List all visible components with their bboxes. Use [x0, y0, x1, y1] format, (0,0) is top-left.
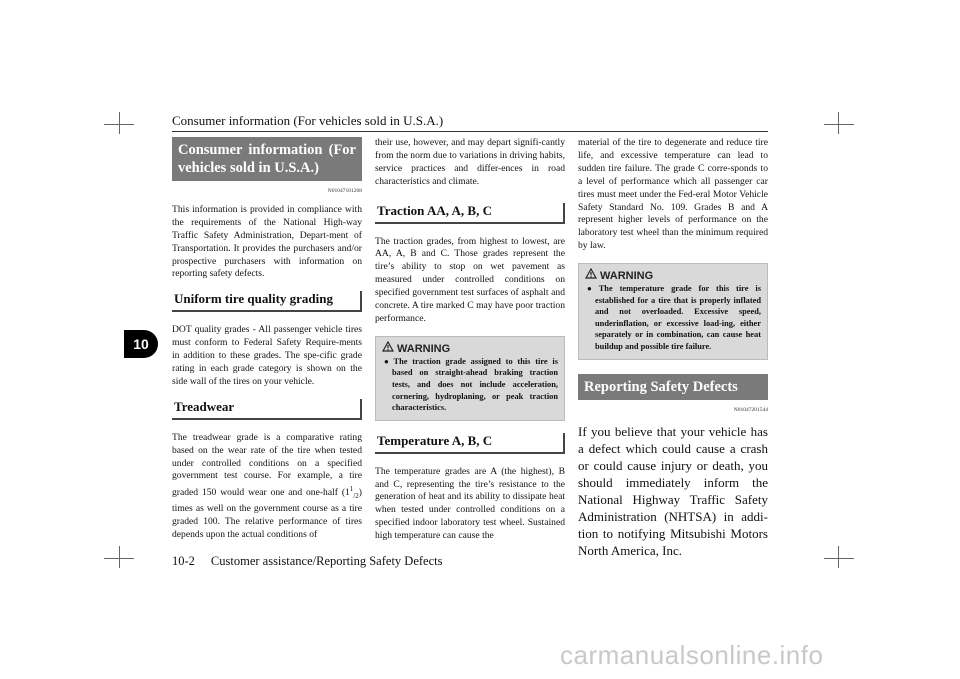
heading-uniform-tire-quality: Uniform tire quality grading: [172, 291, 362, 312]
warning-text-content: The temperature grade for this tire is established for a tire that is properly inflated and not overloaded. Excessive speed, underinflation, or excessive load-ing, either separately or in combination, can cause heat buildup and possible tire failure.: [595, 284, 761, 352]
warning-label: WARNING: [397, 342, 451, 355]
bullet-icon: ●: [384, 356, 392, 366]
watermark: carmanualsonline.info: [560, 640, 824, 670]
warning-header: [585, 268, 761, 283]
treadwear-text-b: ) times as well on the government course as a tire graded 100. The relative performance of tires depends upon the actual conditions of: [172, 487, 362, 541]
section-heading-reporting-safety-defects: Reporting Safety Defects: [578, 374, 768, 400]
warning-header: [382, 341, 558, 356]
warning-text: [585, 283, 761, 353]
treadwear-fraction-num: 1: [349, 485, 354, 494]
reporting-paragraph: If you believe that your vehicle has a defect which could cause a crash or could cause injury or death, you should immediately inform the National Highway Traffic Safety Administration (NHTSA) in addi-tion to notifying Mitsubishi Motors North America, Inc.: [578, 423, 768, 558]
page-number: 10-2: [172, 554, 195, 568]
column-1: [172, 137, 362, 552]
crop-mark: [104, 558, 134, 559]
warning-box-traction: [375, 336, 565, 421]
header-rule: [172, 131, 768, 132]
section-heading-consumer-information: Consumer information (For vehicles sold in U.S.A.): [172, 137, 362, 181]
footer: [172, 554, 442, 569]
warning-label: WARNING: [600, 270, 654, 283]
section-code: N01047101208: [327, 188, 362, 194]
crop-mark: [824, 124, 854, 125]
crop-mark: [119, 112, 120, 134]
crop-mark: [824, 558, 854, 559]
heading-traction: Traction AA, A, B, C: [375, 203, 565, 224]
temperature-continued-paragraph: material of the tire to degenerate and reduce tire life, and excessive temperature can lead to sudden tire failure. The grade C corre-sponds to a level of performance which all passenger car tires must meet under the Fed-eral Motor Vehicle Safety Standard No. 109. Grades B and A represent higher levels of performance on the laboratory test wheel than the minimum required by law.: [578, 137, 768, 252]
footer-section-title: Customer assistance/Reporting Safety Defects: [210, 554, 443, 568]
crop-mark: [119, 546, 120, 568]
treadwear-text-a: The treadwear grade is a comparative rating based on the wear rate of the tire when tested under controlled conditions on a specified government test course. For example, a tire graded 150 would wear one and one-half: [172, 431, 362, 499]
warning-box-temperature: [578, 263, 768, 359]
column-2: [375, 137, 565, 553]
climate-paragraph: their use, however, and may depart signifi-cantly from the norm due to variations in driving habits, service practices and differ-ences in road characteristics and climate.: [375, 137, 565, 187]
traction-paragraph: The traction grades, from highest to lowest, are AA, A, B and C. Those grades represent the tire’s ability to stop on wet pavement as measured under controlled conditions on specified government test surfaces of asphalt and concrete. A tire marked C may have poor traction performance.: [375, 235, 565, 324]
treadwear-paragraph: [172, 432, 362, 542]
running-header: Consumer information (For vehicles sold in U.S.A.): [172, 113, 444, 128]
warning-text-content: The traction grade assigned to this tire is based on straight-ahead braking traction tests, and does not include acceleration, cornering, hydroplaning, or peak traction characteristics.: [392, 356, 558, 413]
crop-mark: [838, 546, 839, 568]
bullet-icon: ●: [587, 284, 597, 294]
column-3: [578, 137, 768, 569]
crop-mark: [838, 112, 839, 134]
intro-paragraph: This information is provided in compliance with the requirements of the National High-way Traffic Safety Administration, Depart-ment of Transportation. It provides the purchasers and/or prospective purchasers with information on reporting safety defects.: [172, 203, 362, 280]
crop-mark: [104, 124, 134, 125]
temperature-paragraph: The temperature grades are A (the highest), B and C, representing the tire’s resistance to the generation of heat and its ability to dissipate heat when tested under controlled conditions on a specified indoor laboratory test wheel. Sustained high temperature can cause the: [375, 465, 565, 542]
section-code: N01047201544: [733, 406, 768, 413]
treadwear-fraction-open: (1: [341, 487, 350, 499]
dot-paragraph: DOT quality grades - All passenger vehicle tires must conform to Federal Safety Require-ments in addition to these grades. The spe-cific grade rating in each grade category is shown on the side wall of the tires on your vehicle.: [172, 324, 362, 387]
treadwear-fraction-den: /2: [353, 492, 359, 501]
heading-treadwear: Treadwear: [172, 399, 362, 420]
warning-triangle-icon: [382, 341, 394, 356]
heading-temperature: Temperature A, B, C: [375, 433, 565, 454]
warning-text: [382, 356, 558, 414]
warning-triangle-icon: [585, 268, 597, 283]
chapter-tab: 10: [124, 330, 158, 358]
